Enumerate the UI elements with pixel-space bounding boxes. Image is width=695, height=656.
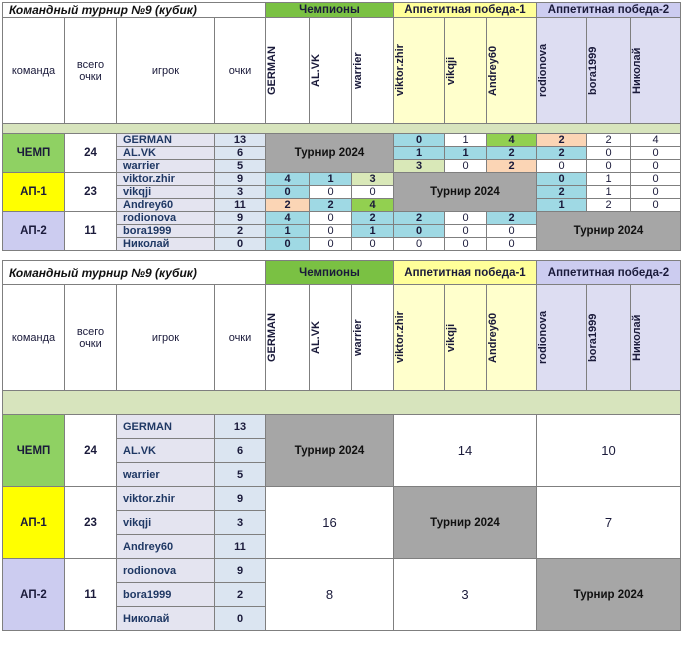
result-cell: 1 [587,186,631,199]
player-name: AL.VK [117,147,215,160]
group-header-champ: Чемпионы [266,261,394,285]
table-row [3,487,681,511]
player-name: vikqji [117,186,215,199]
player-points: 9 [215,212,266,225]
result-cell: 2 [310,199,352,212]
summary-diagonal-ap2: Турнир 2024 [537,559,681,631]
separator [3,124,681,134]
result-cell: 4 [487,134,537,147]
tournament-title: Командный турнир №9 (кубик) [3,261,266,285]
summary-results-table [2,260,681,631]
group-header-row [3,3,681,18]
player-points: 5 [215,463,266,487]
result-cell: 1 [266,225,310,238]
result-cell: 4 [352,199,394,212]
player-points: 11 [215,199,266,212]
player-points: 6 [215,147,266,160]
opponent-header-german: GERMAN [266,313,278,362]
separator-row [3,391,681,415]
result-cell: 4 [631,134,681,147]
result-cell: 1 [445,134,487,147]
team-total-ap2: 11 [65,559,117,631]
player-points: 0 [215,238,266,251]
result-cell: 2 [394,212,445,225]
player-name: vikqji [117,511,215,535]
player-points: 2 [215,583,266,607]
summary-score-ap2-vs-ap1: 3 [394,559,537,631]
col-header-player: игрок [117,18,215,124]
team-name-ap1: АП-1 [3,173,65,212]
result-cell: 0 [631,199,681,212]
result-cell: 0 [445,225,487,238]
player-points: 2 [215,225,266,238]
summary-score-ap1-vs-champ: 16 [266,487,394,559]
result-cell: 0 [310,225,352,238]
player-points: 0 [215,607,266,631]
result-cell: 2 [537,186,587,199]
result-cell: 0 [445,160,487,173]
diagonal-block-ap1: Турнир 2024 [394,173,537,212]
player-points: 6 [215,439,266,463]
result-cell: 2 [487,160,537,173]
player-name: Andrey60 [117,199,215,212]
result-cell: 0 [445,212,487,225]
summary-diagonal-ap1: Турнир 2024 [394,487,537,559]
result-cell: 0 [394,134,445,147]
player-name: GERMAN [117,415,215,439]
player-name: bora1999 [117,225,215,238]
player-name: Andrey60 [117,535,215,559]
diagonal-block-ap2: Турнир 2024 [537,212,681,251]
tournament-title: Командный турнир №9 (кубик) [3,3,266,18]
result-cell: 0 [537,173,587,186]
opponent-header-nikolay: Николай [631,314,643,361]
player-points: 13 [215,415,266,439]
team-total-ap1: 23 [65,173,117,212]
opponent-header-vikqji: vikqji [445,56,457,85]
summary-score-ap2-vs-champ: 8 [266,559,394,631]
opponent-header-vikqji: vikqji [445,323,457,352]
opponent-header-andrey60: Andrey60 [487,312,499,363]
player-name: rodionova [117,559,215,583]
team-name-ap2: АП-2 [3,559,65,631]
result-cell: 0 [631,186,681,199]
player-points: 9 [215,173,266,186]
opponent-header-viktorzhir: viktor.zhir [394,44,406,97]
player-name: warrier [117,160,215,173]
opponent-header-bora1999: bora1999 [587,313,599,362]
player-name: viktor.zhir [117,487,215,511]
team-total-champ: 24 [65,415,117,487]
result-cell: 0 [394,238,445,251]
result-cell: 0 [445,238,487,251]
opponent-header-alvk: AL.VK [310,321,322,354]
player-name: rodionova [117,212,215,225]
player-points: 11 [215,535,266,559]
result-cell: 0 [266,238,310,251]
player-name: bora1999 [117,583,215,607]
result-cell: 2 [537,134,587,147]
result-cell: 1 [394,147,445,160]
player-points: 5 [215,160,266,173]
result-cell: 2 [587,134,631,147]
opponent-header-german: GERMAN [266,46,278,95]
team-total-ap2: 11 [65,212,117,251]
team-name-ap1: АП-1 [3,487,65,559]
group-header-row [3,261,681,285]
result-cell: 0 [394,225,445,238]
player-name: Николай [117,238,215,251]
team-name-champ: ЧЕМП [3,134,65,173]
group-header-ap1: Аппетитная победа-1 [394,3,537,18]
player-points: 13 [215,134,266,147]
group-header-ap2: Аппетитная победа-2 [537,3,681,18]
opponent-header-warrier: warrier [352,52,364,89]
opponent-header-andrey60: Andrey60 [487,45,499,96]
result-cell: 2 [587,199,631,212]
group-header-champ: Чемпионы [266,3,394,18]
opponent-header-nikolay: Николай [631,47,643,94]
result-cell: 4 [266,173,310,186]
result-cell: 2 [537,147,587,160]
result-cell: 0 [587,160,631,173]
opponent-header-viktorzhir: viktor.zhir [394,311,406,364]
column-header-row [3,285,681,391]
player-name: warrier [117,463,215,487]
opponent-header-alvk: AL.VK [310,54,322,87]
column-header-row [3,18,681,124]
diagonal-block-champ: Турнир 2024 [266,134,394,173]
player-points: 9 [215,487,266,511]
table-row [3,415,681,439]
col-header-total: всего очки [65,285,117,391]
result-cell: 0 [487,225,537,238]
group-header-ap1: Аппетитная победа-1 [394,261,537,285]
team-name-ap2: АП-2 [3,212,65,251]
result-cell: 4 [266,212,310,225]
opponent-header-rodionova: rodionova [537,310,549,365]
detailed-results-table [2,2,681,251]
result-cell: 2 [487,212,537,225]
result-cell: 0 [487,238,537,251]
result-cell: 1 [445,147,487,160]
player-name: Николай [117,607,215,631]
col-header-team: команда [3,18,65,124]
team-total-ap1: 23 [65,487,117,559]
opponent-header-rodionova: rodionova [537,43,549,98]
col-header-team: команда [3,285,65,391]
player-points: 9 [215,559,266,583]
summary-score-champ-vs-ap1: 14 [394,415,537,487]
result-cell: 0 [352,186,394,199]
player-points: 3 [215,511,266,535]
result-cell: 0 [537,160,587,173]
table-row [3,134,681,147]
table-row [3,173,681,186]
result-cell: 3 [394,160,445,173]
table-row [3,212,681,225]
result-cell: 0 [631,173,681,186]
player-name: AL.VK [117,439,215,463]
result-cell: 2 [266,199,310,212]
result-cell: 1 [310,173,352,186]
team-name-champ: ЧЕМП [3,415,65,487]
player-name: GERMAN [117,134,215,147]
player-name: viktor.zhir [117,173,215,186]
summary-score-ap1-vs-ap2: 7 [537,487,681,559]
separator [3,391,681,415]
result-cell: 0 [631,147,681,160]
result-cell: 0 [310,186,352,199]
result-cell: 3 [352,173,394,186]
result-cell: 0 [352,238,394,251]
opponent-header-warrier: warrier [352,319,364,356]
result-cell: 0 [310,238,352,251]
summary-diagonal-champ: Турнир 2024 [266,415,394,487]
summary-score-champ-vs-ap2: 10 [537,415,681,487]
result-cell: 2 [487,147,537,160]
col-header-points: очки [215,18,266,124]
result-cell: 0 [587,147,631,160]
result-cell: 0 [266,186,310,199]
separator-row [3,124,681,134]
result-cell: 1 [537,199,587,212]
team-total-champ: 24 [65,134,117,173]
col-header-player: игрок [117,285,215,391]
col-header-points: очки [215,285,266,391]
result-cell: 2 [352,212,394,225]
result-cell: 0 [631,160,681,173]
group-header-ap2: Аппетитная победа-2 [537,261,681,285]
player-points: 3 [215,186,266,199]
opponent-header-bora1999: bora1999 [587,46,599,95]
result-cell: 0 [310,212,352,225]
table-row [3,559,681,583]
result-cell: 1 [352,225,394,238]
col-header-total: всего очки [65,18,117,124]
result-cell: 1 [587,173,631,186]
table-gap [2,251,695,260]
